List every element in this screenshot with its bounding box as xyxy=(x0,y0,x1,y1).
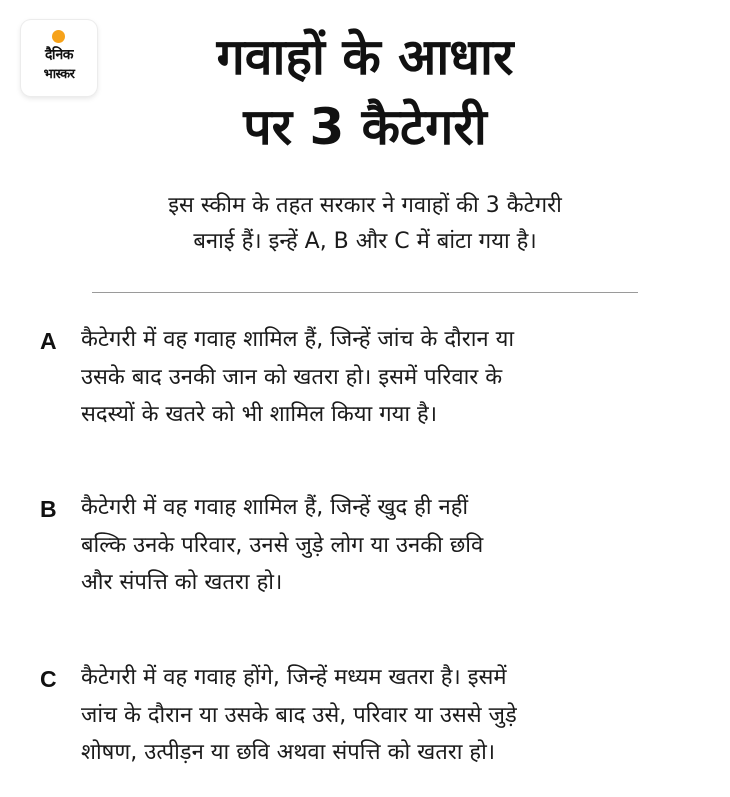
category-line: उसके बाद उनकी जान को खतरा हो। इसमें परिवार के xyxy=(81,364,503,390)
page-title xyxy=(110,22,620,162)
category-line: कैटेगरी में वह गवाह शामिल हैं, जिन्हें जांच के दौरान या xyxy=(81,327,515,352)
logo-text-line2: भास्कर xyxy=(43,67,75,82)
category-line: कैटेगरी में वह गवाह शामिल हैं, जिन्हें खुद ही नहीं xyxy=(81,495,469,520)
category-line: जांच के दौरान या उसके बाद उसे, परिवार या उससे जुड़े xyxy=(81,702,517,728)
dainik-bhaskar-logo xyxy=(21,20,97,96)
category-line: सदस्यों के खतरे को भी शामिल किया गया है। xyxy=(81,402,438,427)
category-line: कैटेगरी में वह गवाह होंगे, जिन्हें मध्यम खतरा है। इसमें xyxy=(81,665,507,690)
title-line-2: पर 3 कैटेगरी xyxy=(243,98,487,156)
category-line: बल्कि उनके परिवार, उनसे जुड़े लोग या उनकी छवि xyxy=(81,532,484,558)
category-description xyxy=(81,659,701,772)
intro-text xyxy=(40,188,690,260)
intro-line-1: इस स्कीम के तहत सरकार ने गवाहों की 3 कैटेगरी xyxy=(168,193,562,218)
title-line-1: गवाहों के आधार xyxy=(216,28,514,86)
category-description xyxy=(81,321,701,434)
intro-line-2: बनाई हैं। इन्हें A, B और C में बांटा गया है। xyxy=(193,229,537,254)
sun-icon xyxy=(52,30,65,43)
logo-text-line1: दैनिक xyxy=(44,47,74,63)
category-line: शोषण, उत्पीड़न या छवि अथवा संपत्ति को खतरा हो। xyxy=(81,740,496,765)
category-line: और संपत्ति को खतरा हो। xyxy=(81,570,283,595)
category-letter: C xyxy=(40,666,57,692)
category-letter: A xyxy=(40,328,57,354)
category-letter: B xyxy=(40,496,57,522)
divider xyxy=(92,292,638,293)
category-description xyxy=(81,489,701,602)
